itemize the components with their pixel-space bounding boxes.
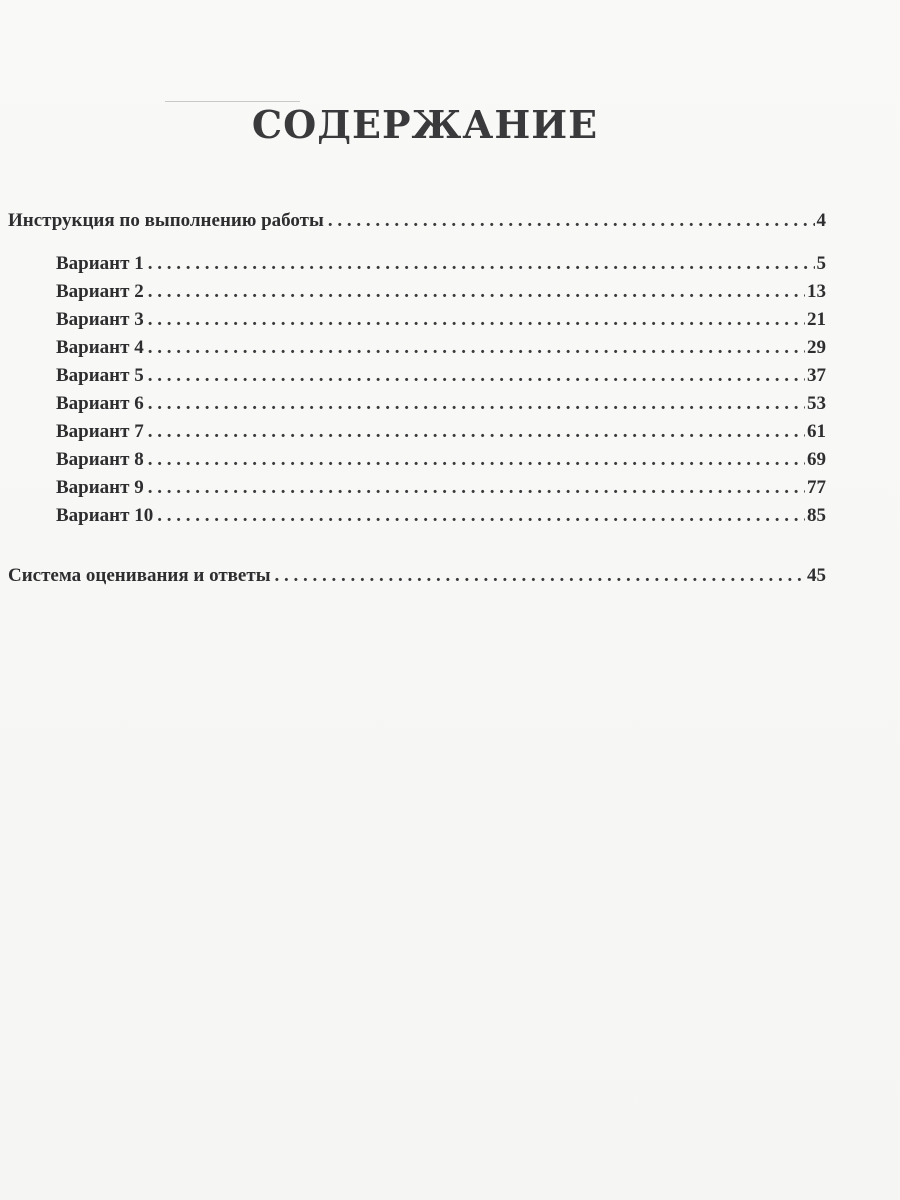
toc-page-number: 29 — [807, 337, 826, 358]
toc-entry-variant-8 — [56, 449, 826, 471]
page-title: СОДЕРЖАНИЕ — [251, 102, 599, 147]
toc-entry-variant-2 — [56, 281, 826, 303]
toc-entry-instructions — [8, 210, 826, 232]
toc-entry-label: Вариант 7 — [56, 421, 144, 442]
toc-page-number: 77 — [807, 477, 826, 498]
dot-leader — [148, 421, 805, 443]
dot-leader — [148, 337, 805, 359]
toc-entry-label: Система оценивания и ответы — [8, 565, 271, 586]
toc-entry-label: Вариант 9 — [56, 477, 144, 498]
dot-leader — [148, 393, 805, 415]
toc-page-number: 85 — [807, 505, 826, 526]
toc-entry-variant-3 — [56, 309, 826, 331]
dot-leader — [148, 309, 805, 331]
toc-entry-label: Вариант 1 — [56, 253, 144, 274]
toc-entry-variant-4 — [56, 337, 826, 359]
toc-entry-label: Вариант 10 — [56, 505, 154, 526]
toc-page-number: 45 — [807, 565, 826, 586]
toc-entry-label: Вариант 2 — [56, 281, 144, 302]
dot-leader — [157, 505, 805, 527]
toc-entry-label: Вариант 3 — [56, 309, 144, 330]
toc-page-number: 5 — [816, 253, 826, 274]
dot-leader — [148, 365, 805, 387]
toc-page-number: 13 — [807, 281, 826, 302]
toc-entry-variant-9 — [56, 477, 826, 499]
toc-page-number: 53 — [807, 393, 826, 414]
dot-leader — [148, 253, 815, 275]
dot-leader — [328, 210, 815, 232]
toc-entry-label: Вариант 5 — [56, 365, 144, 386]
toc-page-number: 37 — [807, 365, 826, 386]
toc-entry-variant-6 — [56, 393, 826, 415]
toc-entry-grading — [8, 565, 826, 587]
toc-entry-label: Вариант 6 — [56, 393, 144, 414]
toc-entry-label: Вариант 8 — [56, 449, 144, 470]
toc-entry-variant-5 — [56, 365, 826, 387]
toc-page-number: 4 — [816, 210, 826, 231]
toc-page-number: 61 — [807, 421, 826, 442]
toc-entry-variant-1 — [56, 253, 826, 275]
dot-leader — [148, 281, 805, 303]
toc-entry-label: Вариант 4 — [56, 337, 144, 358]
dot-leader — [148, 477, 805, 499]
toc-page-number: 21 — [807, 309, 826, 330]
toc-page-number: 69 — [807, 449, 826, 470]
toc-entry-variant-10 — [56, 505, 826, 527]
toc-entry-variant-7 — [56, 421, 826, 443]
dot-leader — [148, 449, 805, 471]
toc-entry-label: Инструкция по выполнению работы — [8, 210, 324, 231]
dot-leader — [275, 565, 805, 587]
